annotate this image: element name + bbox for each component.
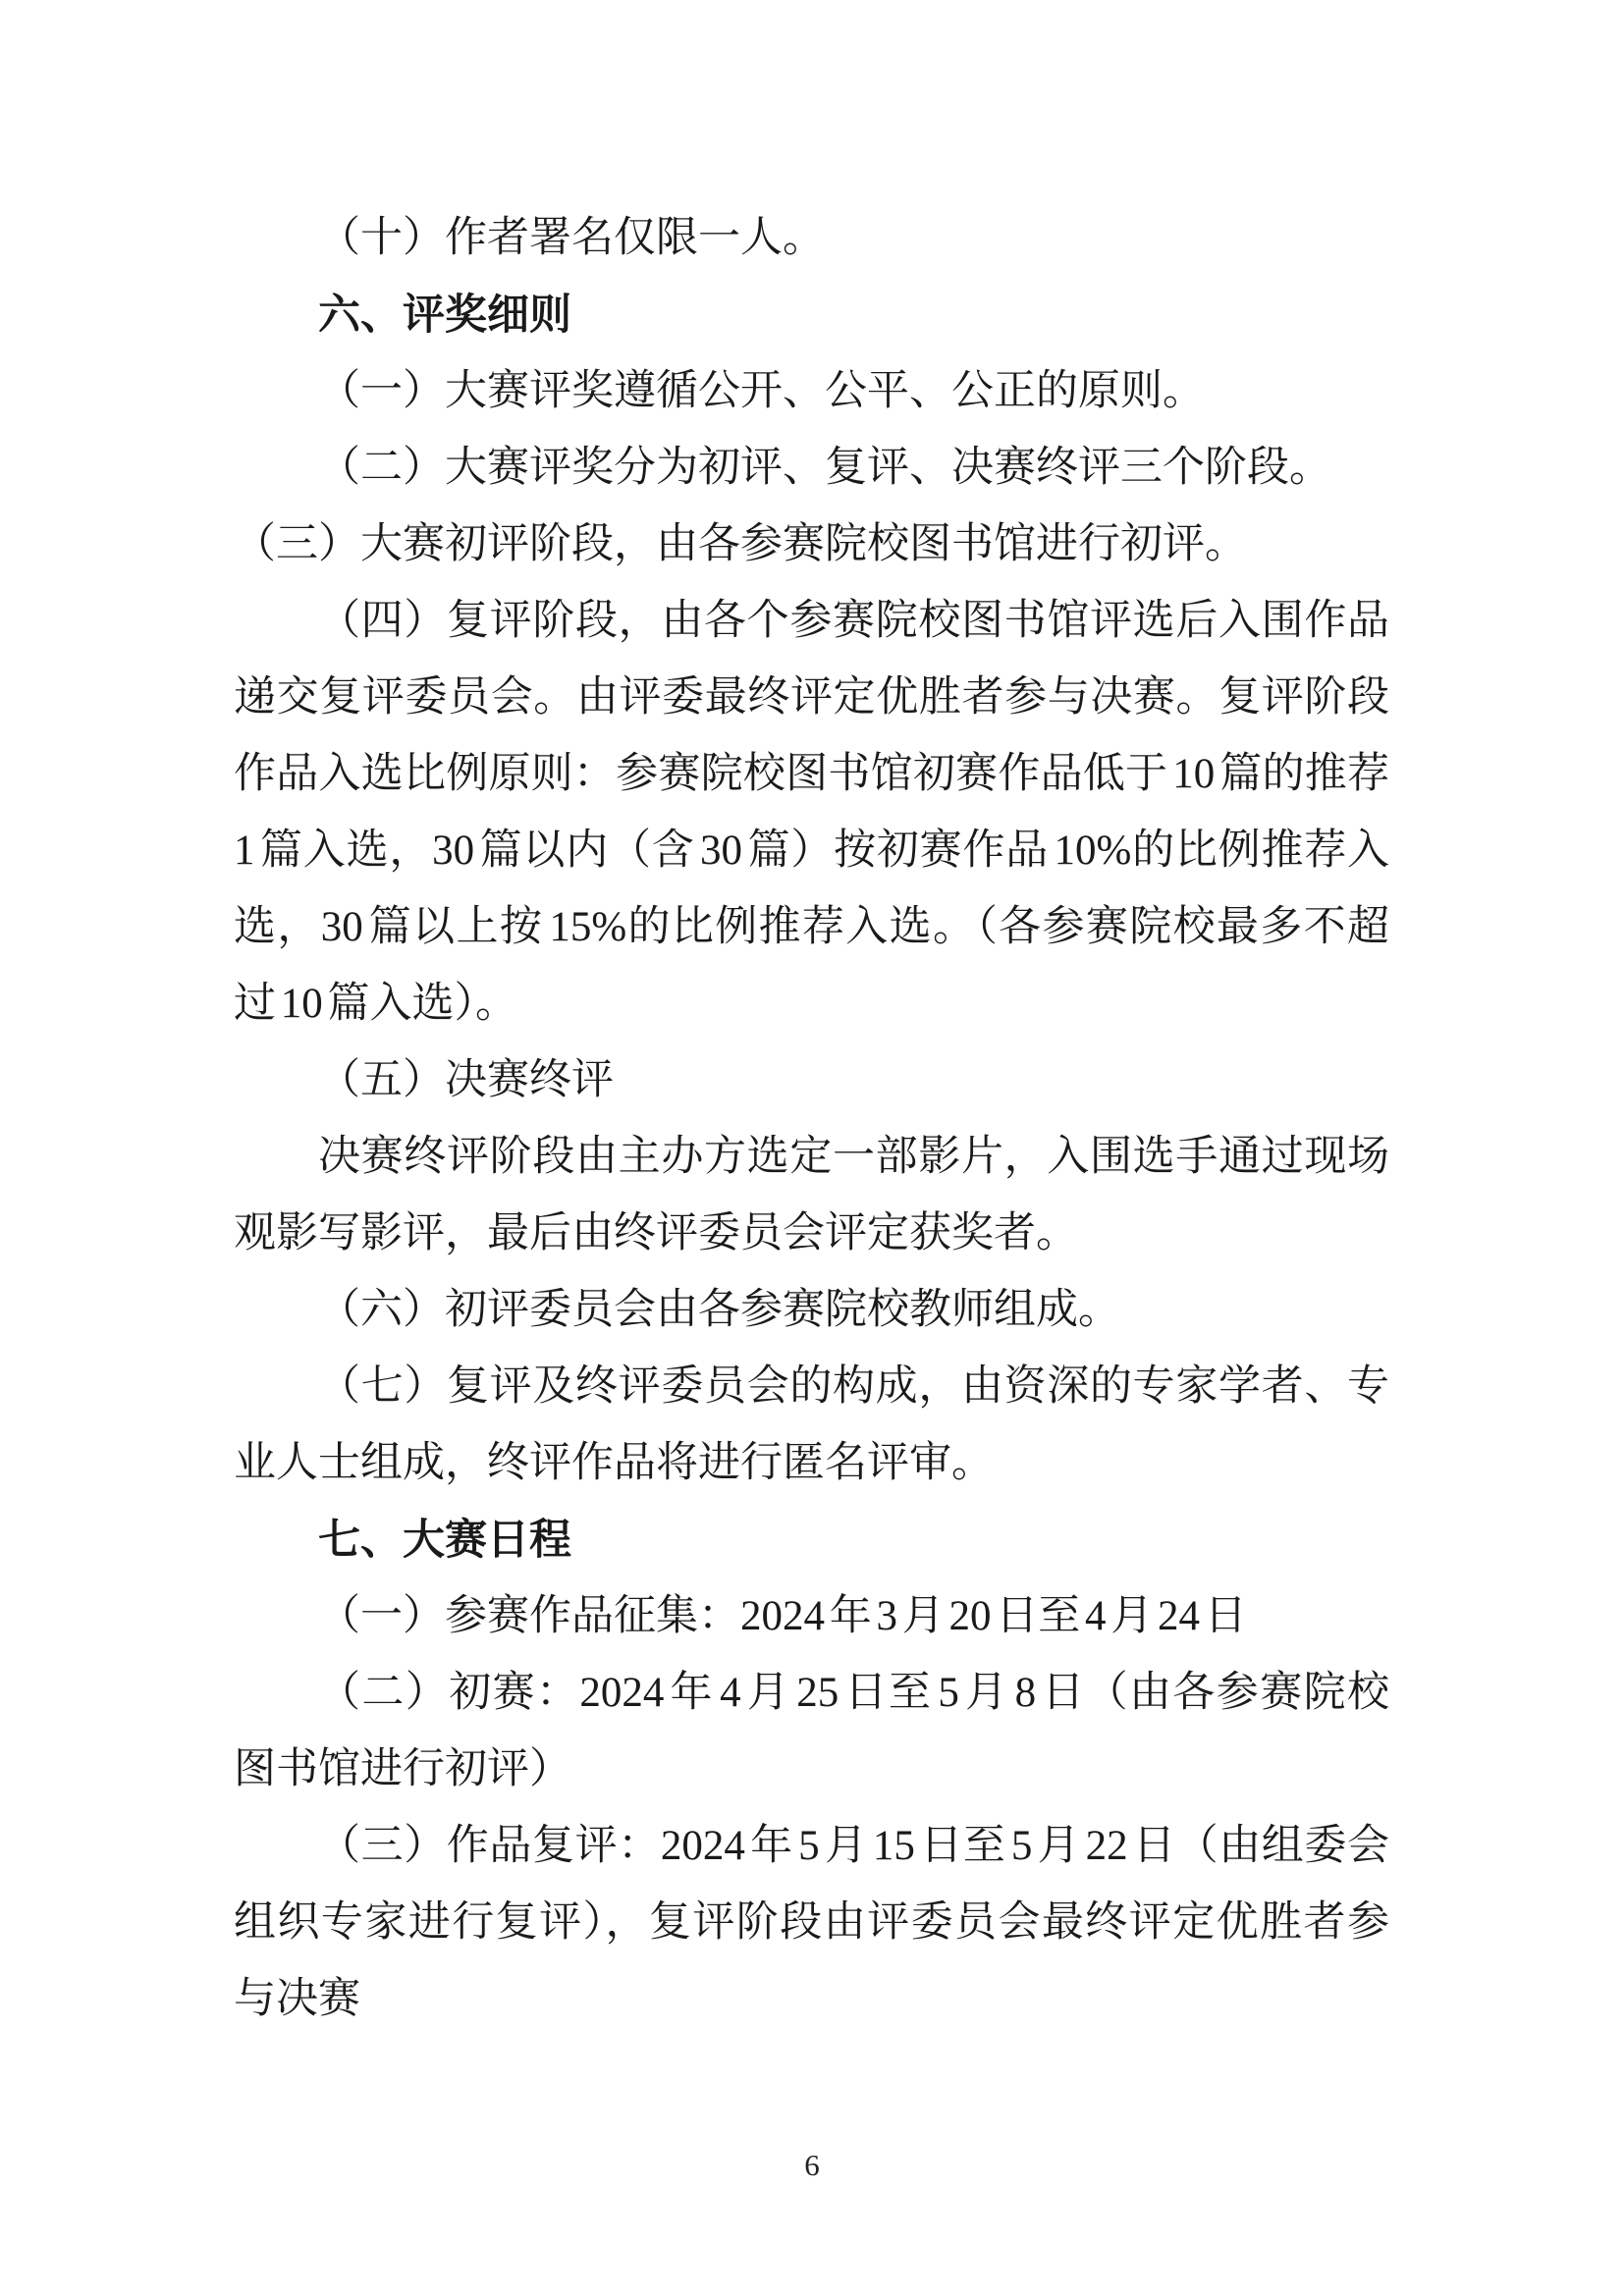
paragraph-rule-4: （四）复评阶段，由各个参赛院校图书馆评选后入围作品递交复评委员会。由评委最终评定优胜者参与决赛。复评阶段作品入选比例原则：参赛院校图书馆初赛作品低于 10 篇的推荐 1 篇入选，30 篇以内（含 30 篇）按初赛作品 10%的比例推荐入选，30 篇以上按 15%的比例推荐入选。（各参赛院校最多不超过 10 篇入选）。 [234,598,1389,1027]
paragraph-rule-5-detail: 决赛终评阶段由主办方选定一部影片，入围选手通过现场观影写影评，最后由终评委员会评定获奖者。 [234,1134,1389,1256]
paragraph-schedule-1: （一）参赛作品征集：2024 年 3 月 20 日至 4 月 24 日 [318,1593,1247,1639]
paragraph-rule-3: （三）大赛初评阶段，由各参赛院校图书馆进行初评。 [234,521,1247,567]
paragraph-rule-1: （一）大赛评奖遵循公开、公平、公正的原则。 [318,368,1205,414]
paragraph-schedule-3: （三）作品复评：2024 年 5 月 15 日至 5 月 22 日（由组委会组织专家进行复评），复评阶段由评委员会最终评定优胜者参与决赛 [234,1823,1389,2022]
paragraph-rule-5: （五）决赛终评 [318,1057,614,1103]
document-body [234,200,1389,2038]
paragraph-schedule-2: （二）初赛：2024 年 4 月 25 日至 5 月 8 日（由各参赛院校图书馆进行初评） [234,1670,1389,1792]
section-heading-7-schedule: 七、大赛日程 [318,1517,571,1564]
paragraph-rule-6: （六）初评委员会由各参赛院校教师组成。 [318,1287,1120,1333]
section-heading-6-award-rules: 六、评奖细则 [318,292,571,339]
paragraph-item-10-author: （十）作者署名仅限一人。 [318,215,825,261]
paragraph-rule-7: （七）复评及终评委员会的构成，由资深的专家学者、专业人士组成，终评作品将进行匿名评审。 [234,1363,1389,1486]
page-number: 6 [804,2148,820,2182]
paragraph-rule-2: （二）大赛评奖分为初评、复评、决赛终评三个阶段。 [318,445,1331,491]
